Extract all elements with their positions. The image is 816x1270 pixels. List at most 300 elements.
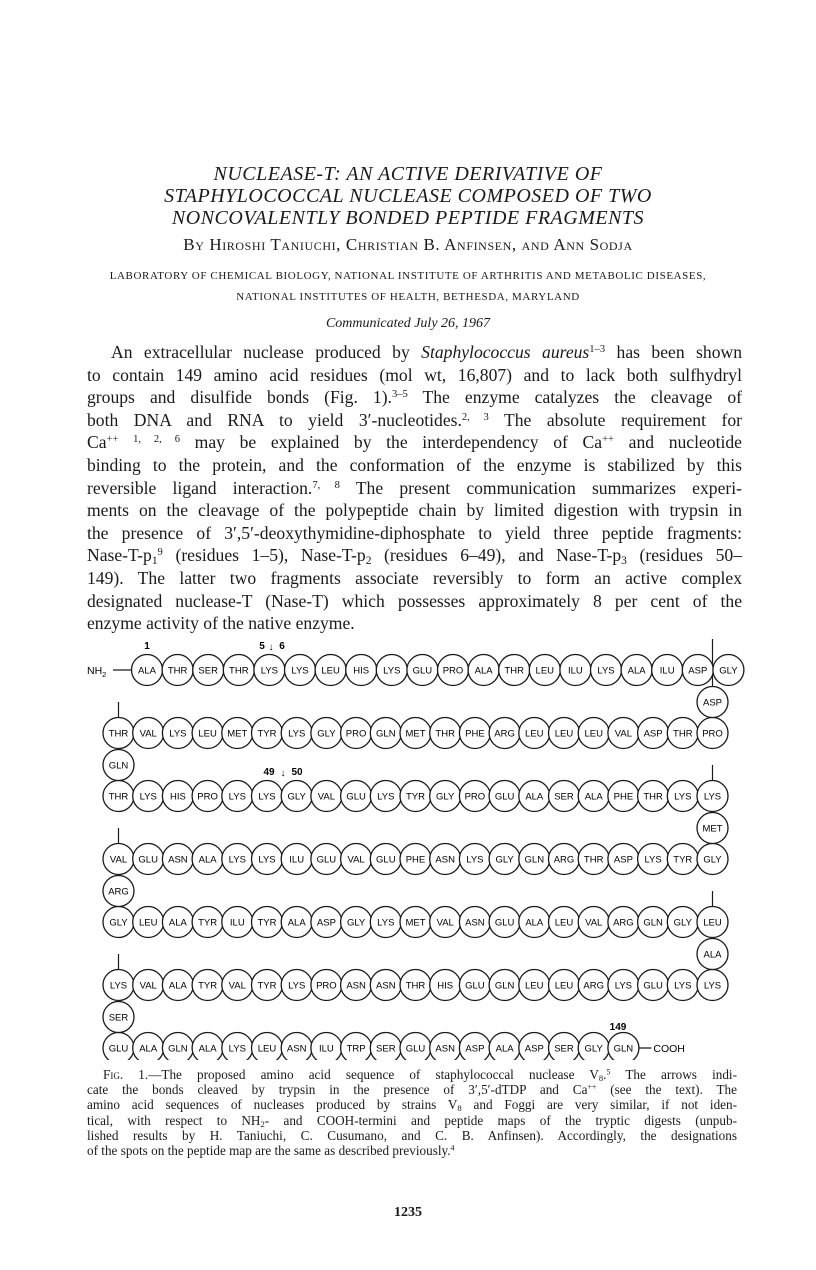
residue-label: LYS	[288, 728, 306, 740]
text-line: groups and disulfide bonds (Fig. 1).$^{3-5}$ The enzyme catalyzes the cleavage of	[87, 387, 742, 408]
residue	[162, 655, 193, 686]
residue	[578, 718, 609, 749]
residue-label: SER	[554, 1043, 574, 1055]
residue	[489, 781, 520, 812]
residue-label: VAL	[228, 980, 246, 992]
residue	[578, 844, 609, 875]
residue	[341, 1033, 372, 1061]
residue-label: PHE	[465, 728, 485, 740]
residue	[621, 655, 652, 686]
residue	[400, 781, 431, 812]
residue-label: LYS	[228, 854, 246, 866]
residue	[608, 907, 639, 938]
residue	[370, 718, 401, 749]
residue-label: SER	[198, 665, 218, 677]
residue-label: LEU	[198, 728, 217, 740]
residue-label: ARG	[583, 980, 604, 992]
residue-label: ASN	[346, 980, 366, 992]
residue-label: ALA	[168, 980, 187, 992]
residue	[489, 907, 520, 938]
residue-label: GLN	[108, 760, 129, 772]
residue	[162, 781, 193, 812]
residue-label: GLY	[109, 917, 128, 929]
figure-caption	[87, 1067, 737, 1158]
residue-label: ALA	[525, 917, 544, 929]
residue	[489, 718, 520, 749]
title-line: NONCOVALENTLY BONDED PEPTIDE FRAGMENTS	[171, 207, 645, 229]
residue-label: GLN	[613, 1043, 634, 1055]
residue	[638, 907, 669, 938]
residue-label: THR	[435, 728, 455, 740]
residue	[281, 844, 312, 875]
residue-label: GLN	[376, 728, 396, 740]
residue-label: THR	[405, 980, 426, 992]
residue	[638, 844, 669, 875]
residue-label: LYS	[377, 791, 395, 803]
residue-label: TYR	[406, 791, 425, 803]
residue	[311, 907, 342, 938]
residue	[591, 655, 622, 686]
residue	[252, 781, 283, 812]
residue	[697, 718, 728, 749]
residue-label: GLY	[719, 665, 738, 677]
text-line: to contain 149 amino acid residues (mol wt, 16,807) and to lack both sulfhydryl	[87, 364, 742, 385]
residue-label: PHE	[613, 791, 634, 803]
residue	[193, 655, 224, 686]
residue	[578, 970, 609, 1001]
residue-label: LYS	[703, 791, 722, 803]
text-line: 149). The latter two fragments associate reversibly to form an active complex	[87, 567, 742, 588]
residue-label: ALA	[168, 917, 187, 929]
residue-label: PRO	[702, 728, 723, 740]
residue-label: ASN	[465, 917, 485, 929]
residue	[489, 970, 520, 1001]
residue-label: VAL	[436, 917, 454, 929]
residue-label: ASP	[613, 854, 633, 866]
residue	[103, 907, 134, 938]
residue-label: VAL	[109, 854, 128, 866]
residue-label: ILU	[568, 665, 583, 677]
residue	[400, 718, 431, 749]
text-line: reversible ligand interaction.$^{7, 8}$ The present communication summarizes experi-	[87, 477, 742, 498]
residue-label: ILU	[289, 854, 305, 866]
citation-ref: 1, 2, 6	[133, 434, 180, 446]
residue	[459, 781, 490, 812]
residue-label: ALA	[495, 1043, 514, 1055]
residue-label: GLY	[436, 791, 455, 803]
residue	[341, 907, 372, 938]
residue-label: ALA	[198, 1043, 217, 1055]
residue-label: THR	[108, 728, 129, 740]
residue-label: LYS	[674, 980, 692, 992]
residue	[133, 844, 164, 875]
residue	[370, 970, 401, 1001]
residue	[311, 781, 342, 812]
residue-label: ASP	[688, 665, 708, 677]
residue	[608, 781, 639, 812]
residue	[341, 781, 372, 812]
residue-label: ILU	[319, 1043, 334, 1055]
text-line: the presence of 3′,5′-deoxythymidine-diphosphate to yield three peptide fragments:	[87, 522, 742, 543]
residue-label: GLU	[465, 980, 485, 992]
citation-ref: 1–3	[589, 344, 606, 356]
residue	[223, 655, 254, 686]
text-line: both DNA and RNA to yield 3′-nucleotides.$^{2, 3}$ The absolute requirement for	[87, 409, 742, 430]
citation-ref: 2, 3	[461, 411, 489, 423]
residue	[697, 813, 728, 844]
n-terminus-subscript: 2	[102, 670, 107, 679]
residue	[638, 970, 669, 1001]
citation-ref: 3–5	[391, 389, 408, 401]
residue	[311, 718, 342, 749]
residue-label: LYS	[258, 791, 276, 803]
residue	[133, 907, 164, 938]
residue	[529, 655, 560, 686]
residue-label: PRO	[316, 980, 337, 992]
residue	[192, 844, 223, 875]
residue	[103, 844, 134, 875]
residue-label: LYS	[614, 980, 633, 992]
residue	[430, 970, 461, 1001]
residue-label: THR	[504, 665, 524, 677]
residue	[281, 970, 312, 1001]
residue	[370, 907, 401, 938]
residue	[430, 718, 461, 749]
residue-label: TRP	[346, 1043, 366, 1055]
n-terminus-label	[87, 665, 106, 679]
residue-label: LYS	[228, 791, 246, 803]
residue-label: LYS	[291, 665, 309, 677]
residue	[370, 844, 401, 875]
residue	[370, 781, 401, 812]
residue-label: HIS	[169, 791, 186, 803]
residue-label: THR	[643, 791, 663, 803]
residue-label: GLU	[346, 791, 366, 803]
residue-label: GLY	[287, 791, 306, 803]
residue	[103, 718, 134, 749]
citation-ref: 5	[606, 1067, 611, 1077]
residue	[519, 844, 550, 875]
residue	[459, 718, 490, 749]
residue-label: LYS	[228, 1043, 246, 1055]
residue	[519, 907, 550, 938]
residue	[519, 781, 550, 812]
citation-ref: 9	[157, 547, 163, 559]
n-terminus-text: NH	[87, 665, 103, 677]
text-line: binding to the protein, and the conformation of the enzyme is stabilized by this	[87, 454, 742, 475]
residue-label: ASP	[465, 1043, 485, 1055]
residue	[438, 655, 469, 686]
residue	[489, 844, 520, 875]
residue-label: LYS	[383, 665, 401, 677]
residue-label: VAL	[317, 791, 336, 803]
residue	[192, 907, 223, 938]
residue-number: 149	[609, 1022, 627, 1033]
residue-label: GLU	[316, 854, 337, 866]
residue-label: GLU	[494, 791, 515, 803]
caption-line: of the spots on the peptide map are the same as described previously.$^4$	[87, 1142, 455, 1158]
residue	[162, 844, 193, 875]
residue-label: LYS	[169, 728, 187, 740]
residue-number: 50	[291, 767, 303, 778]
caption-line: tical, with respect to $NH_2-$ and COOH-termini and peptide maps of the tryptic digests (unpub-	[87, 1112, 737, 1129]
residue-label: LEU	[138, 917, 158, 929]
residue	[341, 970, 372, 1001]
residue-label: HIS	[353, 665, 370, 677]
residue	[667, 781, 698, 812]
citation-ref: 4	[450, 1143, 455, 1153]
residue-label: GLU	[376, 854, 396, 866]
residue	[549, 1033, 580, 1061]
residue-label: PRO	[197, 791, 218, 803]
residue	[281, 907, 312, 938]
residue-label: LEU	[525, 980, 544, 992]
residue	[222, 1033, 253, 1061]
residue-label: LYS	[644, 854, 662, 866]
residue-label: ARG	[613, 917, 634, 929]
residue-label: LYS	[377, 917, 395, 929]
residue	[346, 655, 377, 686]
residue	[400, 970, 431, 1001]
residue-label: HIS	[437, 980, 454, 992]
residue-label: VAL	[585, 917, 603, 929]
residue	[578, 781, 609, 812]
residue-label: VAL	[139, 980, 157, 992]
residue	[103, 1033, 134, 1061]
residue-label: LYS	[288, 980, 306, 992]
residue	[667, 718, 698, 749]
residue	[192, 970, 223, 1001]
residue-label: GLY	[346, 917, 366, 929]
residue	[133, 718, 164, 749]
residue	[549, 718, 580, 749]
residue-label: LEU	[554, 917, 574, 929]
residue-label: THR	[673, 728, 693, 740]
residue	[667, 907, 698, 938]
residue-label: GLN	[643, 917, 663, 929]
residue	[519, 718, 550, 749]
residue-label: GLY	[673, 917, 692, 929]
residue	[252, 1033, 283, 1061]
residue	[549, 844, 580, 875]
residue-label: VAL	[614, 728, 633, 740]
communicated-date: Communicated July 26, 1967	[325, 316, 491, 331]
residue-label: LYS	[466, 854, 484, 866]
residue-label: LEU	[584, 728, 603, 740]
residue	[281, 718, 312, 749]
residue-label: MET	[702, 823, 723, 835]
residue	[311, 844, 342, 875]
residue	[252, 718, 283, 749]
residue	[549, 781, 580, 812]
residue-label: PHE	[405, 854, 426, 866]
residue-label: THR	[167, 665, 188, 677]
residue	[697, 907, 728, 938]
residue	[519, 970, 550, 1001]
residue	[430, 907, 461, 938]
text-line: Nase-$T-p_1^9$ (residues 1–5), Nase-$T-p_2$ (residues 6–49), and Nase-$T-p_3$ (residues 50–	[87, 545, 743, 568]
residue-label: ALA	[198, 854, 217, 866]
residue-label: ASN	[376, 980, 396, 992]
residue-label: THR	[583, 854, 604, 866]
residue-label: ALA	[584, 791, 603, 803]
residue-label: ALA	[703, 949, 722, 961]
residue	[133, 1033, 164, 1061]
residue	[713, 655, 744, 686]
residue-label: ASN	[435, 1043, 455, 1055]
residue	[162, 1033, 193, 1061]
residue	[430, 781, 461, 812]
residue-label: GLU	[108, 1043, 129, 1055]
residue-label: LEU	[554, 980, 574, 992]
residue-label: ILU	[229, 917, 245, 929]
residue	[103, 1002, 134, 1033]
affiliation-line: LABORATORY OF CHEMICAL BIOLOGY, NATIONAL INSTITUTE OF ARTHRITIS AND METABOLIC DISEASES,	[109, 270, 707, 282]
residue	[370, 1033, 401, 1061]
residue	[578, 1033, 609, 1061]
residue	[341, 718, 372, 749]
residue-label: ALA	[525, 791, 544, 803]
residue-number: 1	[144, 641, 150, 652]
residue	[222, 718, 253, 749]
residue-label: SER	[376, 1043, 396, 1055]
residue-label: GLU	[643, 980, 663, 992]
residue-label: GLY	[703, 854, 722, 866]
page-number: 1235	[394, 1205, 422, 1220]
residue-label: GLN	[524, 854, 545, 866]
residue	[549, 907, 580, 938]
residue-label: LYS	[674, 791, 692, 803]
author-line: By Hiroshi Taniuchi, Christian B. Anfinsen, and Ann Sodja	[183, 235, 633, 254]
residue-label: GLU	[138, 854, 158, 866]
residue	[192, 718, 223, 749]
residue	[682, 655, 713, 686]
residue	[578, 907, 609, 938]
residue	[468, 655, 499, 686]
residue-label: GLU	[405, 1043, 426, 1055]
residue-label: THR	[108, 791, 129, 803]
residue-label: LYS	[258, 854, 276, 866]
residue-label: MET	[405, 728, 426, 740]
residue-label: ASP	[524, 1043, 544, 1055]
residue	[697, 970, 728, 1001]
residue	[254, 655, 285, 686]
residue	[133, 781, 164, 812]
residue-label: LEU	[257, 1043, 277, 1055]
residue	[103, 781, 134, 812]
residue-number: 5	[259, 641, 265, 652]
residue-label: TYR	[257, 980, 277, 992]
text-line: Ca++ $^{1, 2, 6}$ may be explained by the interdependency of Ca++ and nucleotide	[87, 432, 742, 453]
residue-label: GLU	[412, 665, 433, 677]
residue-label: ARG	[553, 854, 575, 866]
residue	[638, 781, 669, 812]
figure-label: Fig. 1.	[103, 1067, 149, 1082]
title-line: STAPHYLOCOCCAL NUCLEASE COMPOSED OF TWO	[164, 185, 652, 207]
residue	[499, 655, 530, 686]
residue	[560, 655, 591, 686]
residue-label: TYR	[198, 917, 218, 929]
residue-label: PRO	[464, 791, 486, 803]
residue-label: GLN	[168, 1043, 188, 1055]
residue	[252, 844, 283, 875]
residue-label: ALA	[627, 665, 646, 677]
c-terminus-label: COOH	[653, 1043, 685, 1055]
residue-label: ASP	[316, 917, 336, 929]
title-line: NUCLEASE-T: AN ACTIVE DERIVATIVE OF	[213, 163, 603, 185]
residue	[459, 844, 490, 875]
residue	[281, 1033, 312, 1061]
residue	[281, 781, 312, 812]
residue	[341, 844, 372, 875]
residue	[608, 1033, 639, 1061]
residue	[103, 750, 134, 781]
residue	[459, 1033, 490, 1061]
citation-ref: 7, 8	[312, 479, 340, 491]
residue-label: TYR	[198, 980, 218, 992]
residue-label: ASP	[643, 728, 663, 740]
residue	[315, 655, 346, 686]
residue	[133, 970, 164, 1001]
residue	[103, 970, 134, 1001]
residue	[311, 970, 342, 1001]
text-line: An extracellular nuclease produced by Staphylococcus aureus$^{1-3}$ has been shown	[111, 342, 742, 362]
residue-label: TYR	[257, 728, 277, 740]
residue-label: ARG	[108, 886, 129, 898]
caption-line: amino acid sequences of nucleases produced by strains $V_8$ and Foggi are very similar, if not iden-	[87, 1097, 738, 1114]
residue-label: ALA	[139, 1043, 158, 1055]
residue	[697, 844, 728, 875]
residue	[222, 970, 253, 1001]
residue	[400, 907, 431, 938]
residue-label: ALA	[138, 665, 156, 677]
text-line: ments on the cleavage of the polypeptide chain by limited digestion with trypsin in	[87, 500, 742, 521]
residue	[608, 844, 639, 875]
residue-label: TYR	[257, 917, 277, 929]
residue	[162, 718, 193, 749]
caption-line: lished results by H. Taniuchi, C. Cusumano, and C. B. Anfinsen). Accordingly, the designations	[87, 1127, 737, 1143]
residue	[638, 718, 669, 749]
residue	[459, 970, 490, 1001]
residue-label: ARG	[494, 728, 515, 740]
residue-label: VAL	[139, 728, 157, 740]
residue-label: GLY	[584, 1043, 603, 1055]
residue-label: LYS	[109, 980, 128, 992]
residue	[430, 1033, 461, 1061]
residue-label: PRO	[345, 728, 367, 740]
caption-line: Fig. 1.—The proposed amino acid sequence of staphylococcal nuclease $V_8.^5$ The arrows indi-	[103, 1067, 737, 1084]
residue	[162, 970, 193, 1001]
residue	[697, 781, 728, 812]
residue-label: THR	[229, 665, 249, 677]
text-line: designated nuclease-T (Nase-T) which possesses approximately 8 per cent of the	[87, 590, 742, 611]
residue-label: LYS	[260, 665, 279, 677]
residue-label: SER	[554, 791, 574, 803]
residue-label: LYS	[597, 665, 615, 677]
residue	[252, 970, 283, 1001]
residue-label: ASN	[286, 1043, 307, 1055]
residue	[192, 1033, 223, 1061]
residue-label: MET	[405, 917, 426, 929]
residue-label: LEU	[321, 665, 340, 677]
residue-label: LEU	[525, 728, 544, 740]
residue-label: ALA	[287, 917, 306, 929]
residue	[376, 655, 407, 686]
residue	[667, 844, 698, 875]
residue-label: ASP	[702, 697, 723, 709]
residue	[407, 655, 438, 686]
residue-label: PRO	[442, 665, 464, 677]
